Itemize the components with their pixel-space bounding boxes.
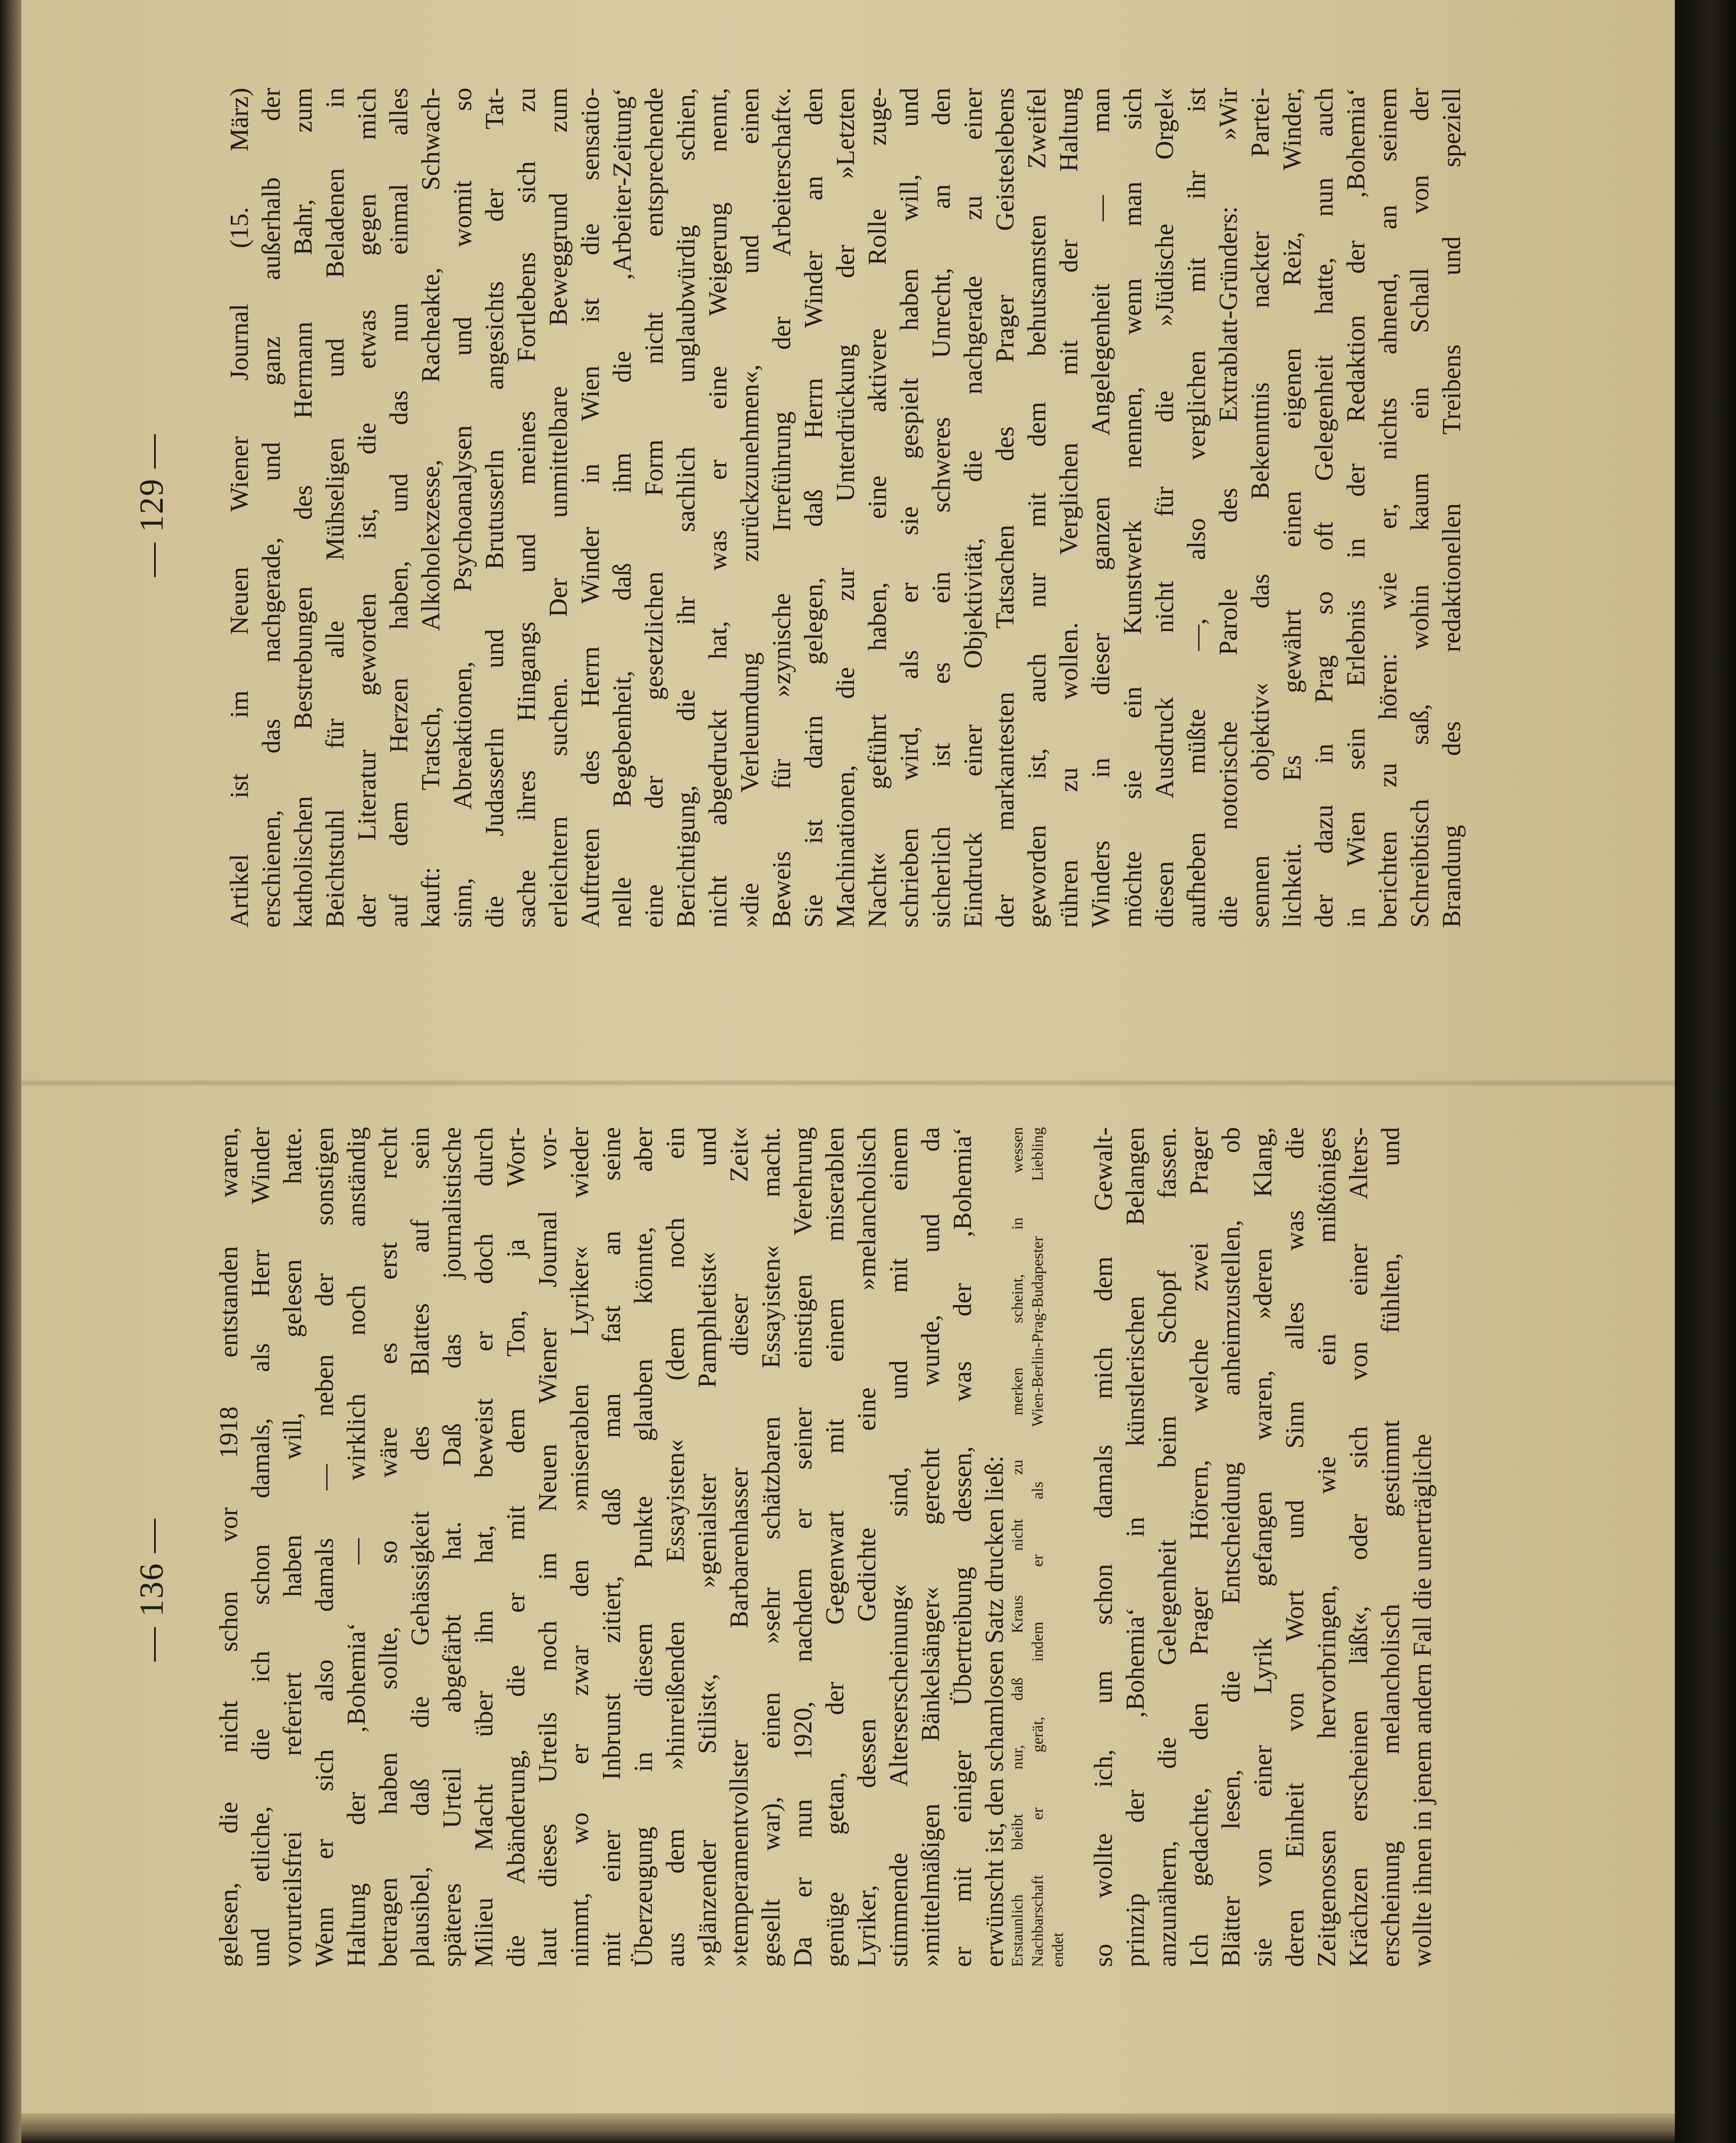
text-line: stimmende Alterserscheinung« sind, und mit einem — [884, 1127, 913, 1967]
text-line: schrieben wird, als er sie gespielt haben will, und — [894, 88, 924, 928]
text-line: genüge getan, der Gegenwart mit einem miserablen — [820, 1127, 849, 1967]
note-line: Erstaunlich bleibt nur, daß Kraus nicht zu merken scheint, in wessen — [1009, 1127, 1026, 1967]
text-line: nelle Begebenheit, daß ihm die ‚Arbeiter-Zeitung‘ — [607, 88, 636, 928]
text-line: nimmt, wo er zwar den »miserablen Lyriker« wieder — [565, 1127, 594, 1967]
page-number-129: — 129 — — [132, 433, 170, 577]
text-line: erschienen, das nachgerade, und ganz außerhalb der — [256, 88, 286, 928]
text-line: anzunähern, die Gelegenheit beim Schopf fassen. — [1152, 1127, 1181, 1967]
text-line: Eindruck einer Objektivität, die nachgerade zu einer — [958, 88, 987, 928]
text-line: »mittelmäßigen Bänkelsänger« gerecht wurde, und da — [916, 1127, 945, 1967]
text-line: Brandung des redaktionellen Treibens und speziell — [1437, 88, 1466, 928]
text-line: aus dem »hinreißenden Essayisten« (dem noch ein — [660, 1127, 690, 1967]
text-line: Beweis für »zynische Irreführung der Arbeiterschaft«. — [767, 88, 796, 928]
text-line: vorurteilsfrei referiert haben will, gelesen hatte. — [278, 1127, 307, 1967]
text-line: lichkeit. Es gewährt einen eigenen Reiz, Winder, — [1277, 88, 1306, 928]
text-line: nicht abgedruckt hat, was er eine Weigerung nennt, — [703, 88, 732, 928]
text-line: er mit einiger Übertreibung dessen, was der ‚Bohemia‘ — [947, 1127, 977, 1967]
text-line: der Literatur geworden ist, die etwas gegen mich — [352, 88, 381, 928]
text-line: Lyriker, dessen Gedichte eine »melancholisch — [852, 1127, 881, 1967]
text-line: und etliche, die ich schon damals, als Herr Winder — [246, 1127, 275, 1967]
text-line: Blätter lesen, die Entscheidung anheimzustellen, ob — [1216, 1127, 1245, 1967]
text-line: Nacht« geführt haben, eine aktivere Rolle zuge- — [862, 88, 892, 928]
text-line: in Wien sein Erlebnis in der Redaktion der ‚Bohemia‘ — [1341, 88, 1370, 928]
bottom-page-edges — [21, 2113, 1675, 2143]
text-line: der markantesten Tatsachen des Prager Geisteslebens — [990, 88, 1019, 928]
page-136-quoted-note — [1008, 1127, 1068, 1967]
left-binding-edge — [0, 0, 21, 2143]
text-line: aufheben müßte —, also verglichen mit ihr ist — [1181, 88, 1211, 928]
text-line: sache ihres Hingangs und meines Fortlebens sich zu — [511, 88, 541, 928]
text-line: katholischen Bestrebungen des Hermann Bahr, zum — [288, 88, 317, 928]
note-line: endet — [1049, 1932, 1067, 1967]
text-line: sinn, Abreaktionen, Psychoanalysen und womit so — [448, 88, 477, 928]
text-line: Sie ist darin gelegen, daß Herrn Winder an den — [799, 88, 828, 928]
text-line: so wollte ich, um schon damals mich dem Gewalt- — [1088, 1127, 1118, 1967]
text-line: Auftreten des Herrn Winder in Wien ist die sensatio- — [575, 88, 605, 928]
page-136-paragraph-1 — [213, 1127, 1010, 1967]
text-line: erscheinung melancholisch gestimmt fühlten, und — [1376, 1127, 1405, 1967]
page-129-paragraph-1 — [223, 88, 1467, 928]
text-line: sie von einer Lyrik gefangen waren, »deren Klang, — [1248, 1127, 1277, 1967]
text-line: Schreibtisch saß, wohin kaum ein Schall von der — [1405, 88, 1434, 928]
text-line: Winders in dieser ganzen Angelegenheit — man — [1086, 88, 1115, 928]
text-line: diesen Ausdruck nicht für die »Jüdische Orgel« — [1150, 88, 1179, 928]
text-line: geworden ist, auch nur mit dem behutsamsten Zweifel — [1022, 88, 1051, 928]
text-line: Milieu Macht über ihn hat, beweist er doch durch — [469, 1127, 498, 1967]
text-line: Krächzen erscheinen läßt«, oder sich von einer Alters- — [1344, 1127, 1373, 1967]
text-line: möchte sie ein Kunstwerk nennen, wenn man sich — [1118, 88, 1147, 928]
text-line: die Judasserln und Brutusserln angesichts der Tat- — [480, 88, 509, 928]
text-line: prinzip der ‚Bohemia‘ in künstlerischen Belangen — [1120, 1127, 1150, 1967]
text-line: kauft: Tratsch, Alkoholexzesse, Racheakte, Schwach- — [416, 88, 445, 928]
text-line: der dazu in Prag so oft Gelegenheit hatte, nun auch — [1309, 88, 1338, 928]
text-line: gesellt war), einen »sehr schätzbaren Essayisten« macht. — [756, 1127, 785, 1967]
text-line: sicherlich ist es ein schweres Unrecht, an den — [926, 88, 955, 928]
text-line: Artikel ist im Neuen Wiener Journal (15. März) — [224, 88, 254, 928]
text-line: »die Verleumdung zurückzunehmen«, und einen — [735, 88, 764, 928]
text-line: wollte ihnen in jenem andern Fall die unerträgliche — [1407, 1434, 1437, 1967]
note-line: Nachbarschaft er gerät, indem er als Wien-Berlin-Prag-Budapester Liebling — [1029, 1127, 1046, 1967]
text-line: gelesen, die nicht schon vor 1918 entstanden waren, — [214, 1127, 243, 1967]
text-line: erwünscht ist, den schamlosen Satz drucken ließ: — [979, 1455, 1009, 1967]
text-line: eine der gesetzlichen Form nicht entsprechende — [639, 88, 668, 928]
text-line: erleichtern suchen. Der unmittelbare Beweggrund zum — [543, 88, 573, 928]
text-line: plausibel, daß die Gehässigkeit des Blattes auf sein — [405, 1127, 434, 1967]
text-line: deren Einheit von Wort und Sinn alles was die — [1280, 1127, 1309, 1967]
page-gutter — [21, 1079, 1675, 1087]
text-line: sennen objektiv« das Bekenntnis nackter Partei- — [1245, 88, 1274, 928]
text-line: Berichtigung, die ihr sachlich unglaubwürdig schien, — [671, 88, 700, 928]
text-line: Zeitgenossen hervorbringen, wie ein mißtöniges — [1312, 1127, 1341, 1967]
text-line: laut dieses Urteils noch im Neuen Wiener Journal vor- — [533, 1127, 562, 1967]
right-dark-edge — [1675, 0, 1736, 2143]
text-line: rühren zu wollen. Verglichen mit der Haltung — [1054, 88, 1083, 928]
text-line: späteres Urteil abgefärbt hat. Daß das journalistische — [437, 1127, 466, 1967]
text-line: Ich gedachte, den Prager Hörern, welche zwei Prager — [1184, 1127, 1213, 1967]
text-line: Machinationen, die zur Unterdrückung der »Letzten — [831, 88, 860, 928]
text-line: Da er nun 1920, nachdem er seiner einstigen Verehrung — [788, 1127, 817, 1967]
text-line: Beichtstuhl für alle Mühseligen und Beladenen in — [320, 88, 349, 928]
text-line: »temperamentvollster Barbarenhasser dieser Zeit« — [724, 1127, 753, 1967]
page-136-paragraph-2 — [1087, 1127, 1438, 1967]
text-line: mit einer Inbrunst zitiert, daß man fast an seine — [597, 1127, 626, 1967]
text-line: auf dem Herzen haben, und das nun einmal alles — [384, 88, 413, 928]
text-line: Haltung der ‚Bohemia‘ — wirklich noch anständig — [341, 1127, 371, 1967]
text-line: die notorische Parole des Extrablatt-Gründers: »Wir — [1213, 88, 1243, 928]
text-line: die Abänderung, die er mit dem Ton, ja Wort- — [501, 1127, 530, 1967]
text-line: Überzeugung in diesem Punkte glauben könnte, aber — [628, 1127, 658, 1967]
text-line: berichten zu hören: wie er, nichts ahnend, an seinem — [1373, 88, 1402, 928]
text-line: Wenn er sich also damals — neben der sonstigen — [309, 1127, 339, 1967]
text-line: »glänzender Stilist«, »genialster Pamphletist« und — [692, 1127, 722, 1967]
page-number-136: — 136 — — [132, 1518, 170, 1661]
text-line: betragen haben sollte, so wäre es erst recht — [373, 1127, 402, 1967]
